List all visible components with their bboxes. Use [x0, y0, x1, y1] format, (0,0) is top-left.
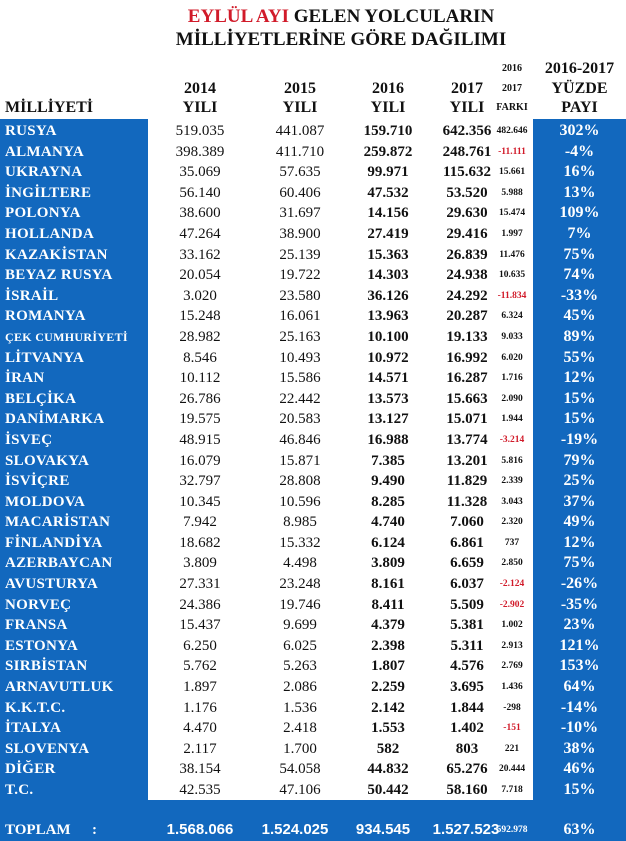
table-row [0, 121, 626, 142]
difference-cell: 5.816 [501, 455, 523, 466]
value-2014-cell: 10.345 [179, 493, 221, 510]
difference-cell: 2.339 [501, 476, 523, 487]
percentage-cell: 79% [563, 451, 596, 469]
nationality-cell: NORVEÇ [5, 596, 72, 613]
value-2014-cell: 16.079 [179, 452, 221, 469]
value-2016-cell: 14.571 [367, 370, 409, 387]
table-row [0, 162, 626, 183]
value-2015-cell: 23.248 [279, 576, 321, 593]
table-row [0, 430, 626, 451]
value-2014-cell: 519.035 [175, 123, 225, 139]
nationality-cell: MACARİSTAN [5, 514, 111, 531]
value-2015-cell: 15.586 [279, 370, 321, 387]
header-pct-line-3: PAYI [561, 99, 598, 116]
value-2017-cell: 5.509 [450, 596, 484, 613]
value-2014-cell: 47.264 [179, 225, 221, 242]
value-2014-cell: 35.069 [179, 164, 221, 181]
header-2017-label: YILI [449, 99, 485, 116]
value-2014-cell: 33.162 [179, 246, 221, 263]
value-2015-cell: 15.871 [279, 452, 321, 469]
value-2017-cell: 20.287 [446, 308, 488, 325]
value-2014-cell: 56.140 [179, 184, 221, 201]
nationality-cell: HOLLANDA [5, 225, 95, 242]
percentage-cell: 75% [563, 554, 596, 572]
value-2014-cell: 19.575 [179, 411, 221, 428]
percentage-cell: 45% [563, 307, 596, 325]
difference-cell: -11.834 [497, 290, 527, 301]
table-row [0, 492, 626, 513]
value-2017-cell: 11.328 [446, 493, 488, 510]
header-2016-year: 2016 [372, 80, 404, 97]
total-label: TOPLAM [5, 822, 71, 838]
nationality-cell: FİNLANDİYA [5, 534, 103, 551]
nationality-table-body [0, 121, 626, 801]
table-row [0, 306, 626, 327]
value-2017-cell: 5.311 [450, 637, 484, 654]
value-2015-cell: 6.025 [283, 637, 317, 654]
value-2016-cell: 13.963 [367, 308, 409, 325]
difference-cell: -2.902 [499, 599, 525, 610]
value-2016-cell: 259.872 [363, 143, 413, 160]
nationality-cell: UKRAYNA [5, 164, 83, 181]
percentage-cell: 16% [563, 163, 596, 181]
difference-cell: -2.124 [499, 579, 525, 590]
difference-cell: 1.436 [501, 682, 523, 693]
value-2014-cell: 3.809 [183, 555, 217, 572]
difference-cell: 2.769 [501, 661, 523, 672]
nationality-cell: İSVEÇ [5, 431, 53, 448]
difference-cell: 9.033 [501, 331, 523, 342]
difference-cell: 15.474 [498, 208, 526, 219]
nationality-cell: MOLDOVA [5, 493, 86, 510]
nationality-cell: AZERBAYCAN [5, 555, 113, 572]
value-2016-cell: 16.988 [367, 431, 409, 448]
nationality-cell: FRANSA [5, 617, 68, 634]
value-2014-cell: 1.176 [183, 699, 217, 716]
value-2015-cell: 441.087 [275, 123, 325, 139]
value-2017-cell: 3.695 [450, 679, 484, 696]
difference-cell: 2.090 [501, 393, 523, 404]
difference-cell: 482.646 [496, 126, 528, 136]
value-2017-cell: 15.663 [446, 390, 488, 407]
percentage-cell: 153% [559, 657, 600, 675]
header-2016-label: YILI [370, 99, 406, 116]
value-2016-cell: 27.419 [367, 225, 409, 242]
value-2014-cell: 18.682 [179, 534, 221, 551]
percentage-cell: 13% [563, 183, 596, 201]
percentage-cell: 64% [563, 678, 596, 696]
value-2015-cell: 16.061 [279, 308, 321, 325]
table-row [0, 451, 626, 472]
nationality-cell: ÇEK CUMHURİYETİ [5, 329, 128, 344]
value-2016-cell: 10.972 [367, 349, 409, 366]
value-2017-cell: 7.060 [450, 514, 484, 531]
nationality-cell: ROMANYA [5, 308, 86, 325]
percentage-cell: 12% [563, 369, 596, 387]
value-2017-cell: 24.292 [446, 287, 488, 304]
value-2014-cell: 5.762 [183, 658, 217, 675]
nationality-cell: ESTONYA [5, 637, 78, 654]
value-2017-cell: 1.402 [450, 720, 484, 737]
table-row [0, 348, 626, 369]
page-title-line-1 [28, 6, 626, 28]
value-2015-cell: 47.106 [279, 782, 321, 798]
table-row [0, 574, 626, 595]
value-2014-cell: 7.942 [183, 514, 217, 531]
value-2015-cell: 57.635 [279, 164, 321, 181]
value-2015-cell: 19.746 [279, 596, 321, 613]
value-2015-cell: 25.163 [279, 328, 321, 345]
nationality-cell: AVUSTURYA [5, 576, 99, 593]
difference-cell: 5.988 [501, 187, 523, 198]
value-2016-cell: 50.442 [367, 782, 409, 798]
value-2016-cell: 1.553 [371, 720, 405, 737]
percentage-cell: -4% [564, 142, 595, 160]
value-2017-cell: 15.071 [446, 411, 488, 428]
title-month: EYLÜL AYI [187, 6, 290, 27]
header-nationality: MİLLİYETİ [5, 99, 94, 116]
value-2014-cell: 38.600 [179, 205, 221, 222]
table-row [0, 409, 626, 430]
header-2015-year: 2015 [284, 80, 316, 97]
difference-cell: 2.850 [501, 558, 523, 569]
value-2015-cell: 28.808 [279, 473, 321, 490]
percentage-cell: 121% [559, 636, 600, 654]
percentage-cell: 109% [559, 204, 600, 222]
nationality-cell: ARNAVUTLUK [5, 679, 114, 696]
percentage-cell: 15% [563, 410, 596, 428]
value-2015-cell: 22.442 [279, 390, 321, 407]
value-2017-cell: 19.133 [446, 328, 488, 345]
nationality-cell: T.C. [5, 782, 34, 798]
difference-cell: 10.635 [498, 270, 526, 281]
percentage-cell: -26% [560, 575, 599, 593]
header-2014-label: YILI [182, 99, 218, 116]
difference-cell: 1.716 [501, 373, 523, 384]
nationality-cell: ALMANYA [5, 143, 85, 160]
percentage-cell: -14% [560, 698, 599, 716]
value-2017-cell: 65.276 [446, 761, 488, 778]
header-diff-line-2: 2017 [502, 83, 522, 94]
value-2015-cell: 5.263 [283, 658, 317, 675]
value-2017-cell: 5.381 [450, 617, 484, 634]
percentage-cell: 49% [563, 513, 596, 531]
total-row [0, 819, 626, 841]
nationality-cell: İRAN [5, 370, 45, 387]
value-2017-cell: 248.761 [442, 143, 492, 160]
nationality-cell: İSRAİL [5, 287, 59, 304]
value-2017-cell: 11.829 [446, 473, 488, 490]
difference-cell: 15.661 [498, 167, 526, 178]
value-2017-cell: 24.938 [446, 267, 488, 284]
header-diff-line-1: 2016 [502, 63, 522, 74]
value-2017-cell: 1.844 [450, 699, 484, 716]
value-2015-cell: 2.086 [283, 679, 317, 696]
value-2017-cell: 115.632 [443, 164, 491, 181]
percentage-cell: 74% [563, 266, 596, 284]
table-row [0, 677, 626, 698]
value-2014-cell: 15.248 [179, 308, 221, 325]
nationality-cell: POLONYA [5, 205, 81, 222]
value-2017-cell: 29.416 [446, 225, 488, 242]
table-row [0, 512, 626, 533]
value-2014-cell: 24.386 [179, 596, 221, 613]
value-2015-cell: 10.596 [279, 493, 321, 510]
difference-cell: 221 [504, 743, 520, 754]
difference-cell: -11.111 [498, 146, 526, 157]
value-2015-cell: 38.900 [279, 225, 321, 242]
total-2016: 934.545 [355, 821, 411, 838]
difference-cell: 1.997 [501, 228, 523, 239]
percentage-cell: 38% [563, 739, 596, 757]
value-2016-cell: 3.809 [371, 555, 405, 572]
difference-cell: 1.002 [501, 620, 523, 631]
value-2017-cell: 16.992 [446, 349, 488, 366]
value-2017-cell: 803 [455, 740, 479, 757]
difference-cell: 6.324 [501, 311, 523, 322]
value-2014-cell: 15.437 [179, 617, 221, 634]
total-2015: 1.524.025 [261, 821, 329, 838]
header-2017-year: 2017 [451, 80, 483, 97]
table-row [0, 615, 626, 636]
nationality-cell: DANİMARKA [5, 411, 105, 428]
nationality-cell: SLOVAKYA [5, 452, 90, 469]
value-2016-cell: 4.379 [371, 617, 405, 634]
table-row [0, 636, 626, 657]
table-row [0, 553, 626, 574]
value-2015-cell: 19.722 [279, 267, 321, 284]
table-row [0, 718, 626, 739]
value-2014-cell: 4.470 [183, 720, 217, 737]
value-2014-cell: 32.797 [179, 473, 221, 490]
value-2014-cell: 2.117 [183, 740, 217, 757]
value-2016-cell: 6.124 [371, 534, 405, 551]
percentage-cell: -10% [560, 719, 599, 737]
value-2014-cell: 1.897 [183, 679, 217, 696]
value-2017-cell: 53.520 [446, 184, 488, 201]
table-row [0, 286, 626, 307]
value-2015-cell: 10.493 [279, 349, 321, 366]
percentage-cell: 37% [563, 492, 596, 510]
value-2017-cell: 26.839 [446, 246, 488, 263]
percentage-cell: 15% [563, 781, 596, 798]
value-2015-cell: 1.700 [283, 740, 317, 757]
value-2016-cell: 14.303 [367, 267, 409, 284]
table-row [0, 142, 626, 163]
value-2016-cell: 1.807 [371, 658, 405, 675]
nationality-cell: LİTVANYA [5, 349, 85, 366]
value-2015-cell: 9.699 [283, 617, 317, 634]
value-2015-cell: 60.406 [279, 184, 321, 201]
difference-cell: 6.020 [501, 352, 523, 363]
value-2014-cell: 38.154 [179, 761, 221, 778]
value-2017-cell: 642.356 [442, 123, 492, 139]
value-2017-cell: 6.659 [450, 555, 484, 572]
difference-cell: -3.214 [499, 434, 525, 445]
value-2017-cell: 16.287 [446, 370, 488, 387]
table-row [0, 595, 626, 616]
value-2015-cell: 25.139 [279, 246, 321, 263]
table-row [0, 245, 626, 266]
value-2016-cell: 99.971 [367, 164, 409, 181]
difference-cell: 11.476 [499, 249, 525, 260]
nationality-cell: SLOVENYA [5, 740, 90, 757]
table-row [0, 203, 626, 224]
value-2015-cell: 15.332 [279, 534, 321, 551]
header-2014-year: 2014 [184, 80, 216, 97]
value-2016-cell: 8.411 [371, 596, 405, 613]
value-2016-cell: 13.127 [367, 411, 409, 428]
value-2016-cell: 10.100 [367, 328, 409, 345]
value-2017-cell: 4.576 [450, 658, 484, 675]
table-row [0, 533, 626, 554]
table-row [0, 759, 626, 780]
table-row [0, 739, 626, 760]
table-row [0, 183, 626, 204]
value-2014-cell: 6.250 [183, 637, 217, 654]
nationality-cell: BEYAZ RUSYA [5, 267, 113, 284]
percentage-cell: -33% [560, 286, 599, 304]
header-diff-line-3: FARKI [496, 102, 528, 113]
value-2016-cell: 8.285 [371, 493, 405, 510]
difference-cell: 3.043 [501, 496, 523, 507]
table-row [0, 368, 626, 389]
value-2016-cell: 2.398 [371, 637, 405, 654]
header-pct-line-1: 2016-2017 [544, 60, 615, 77]
value-2016-cell: 2.259 [371, 679, 405, 696]
total-diff: 592.978 [496, 825, 528, 835]
percentage-cell: -35% [560, 595, 599, 613]
value-2017-cell: 6.037 [450, 576, 484, 593]
nationality-cell: RUSYA [5, 123, 57, 139]
table-row [0, 265, 626, 286]
nationality-cell: DİĞER [5, 761, 56, 778]
percentage-cell: 46% [563, 760, 596, 778]
value-2014-cell: 8.546 [183, 349, 217, 366]
value-2016-cell: 4.740 [371, 514, 405, 531]
difference-cell: 7.718 [501, 785, 523, 795]
total-2017: 1.527.523 [432, 821, 500, 838]
value-2015-cell: 411.710 [275, 143, 325, 160]
percentage-cell: -19% [560, 430, 599, 448]
value-2014-cell: 26.786 [179, 390, 221, 407]
value-2017-cell: 58.160 [446, 782, 488, 798]
value-2014-cell: 48.915 [179, 431, 221, 448]
value-2015-cell: 20.583 [279, 411, 321, 428]
percentage-cell: 23% [563, 616, 596, 634]
value-2016-cell: 36.126 [367, 287, 409, 304]
page-title-line-2: MİLLİYETLERİNE GÖRE DAĞILIMI [175, 29, 507, 50]
value-2014-cell: 10.112 [179, 370, 221, 387]
difference-cell: 20.444 [498, 764, 526, 775]
value-2015-cell: 2.418 [283, 720, 317, 737]
value-2017-cell: 13.201 [446, 452, 488, 469]
nationality-cell: İNGİLTERE [5, 184, 92, 201]
total-2014: 1.568.066 [166, 821, 234, 838]
value-2016-cell: 8.161 [371, 576, 405, 593]
value-2016-cell: 582 [376, 740, 400, 757]
nationality-cell: SIRBİSTAN [5, 658, 88, 675]
header-2015-label: YILI [282, 99, 318, 116]
percentage-cell: 15% [563, 389, 596, 407]
percentage-cell: 12% [563, 533, 596, 551]
table-row [0, 327, 626, 348]
value-2014-cell: 28.982 [179, 328, 221, 345]
value-2016-cell: 2.142 [371, 699, 405, 716]
table-row [0, 698, 626, 719]
nationality-cell: İTALYA [5, 720, 62, 737]
value-2015-cell: 31.697 [279, 205, 321, 222]
difference-cell: 2.320 [501, 517, 523, 528]
table-row [0, 656, 626, 677]
header-pct-line-2: YÜZDE [551, 80, 608, 97]
percentage-cell: 89% [563, 327, 596, 345]
table-row [0, 389, 626, 410]
value-2015-cell: 8.985 [283, 514, 317, 531]
value-2017-cell: 29.630 [446, 205, 488, 222]
value-2014-cell: 20.054 [179, 267, 221, 284]
value-2015-cell: 1.536 [283, 699, 317, 716]
value-2015-cell: 4.498 [283, 555, 317, 572]
difference-cell: 737 [504, 537, 520, 548]
difference-cell: 1.944 [501, 414, 523, 425]
difference-cell: -151 [503, 723, 521, 734]
value-2015-cell: 54.058 [279, 761, 321, 778]
nationality-cell: İSVİÇRE [5, 473, 70, 490]
value-2016-cell: 15.363 [367, 246, 409, 263]
nationality-cell: K.K.T.C. [5, 699, 66, 716]
value-2014-cell: 27.331 [179, 576, 221, 593]
difference-cell: 2.913 [501, 640, 523, 651]
value-2014-cell: 3.020 [183, 287, 217, 304]
percentage-cell: 55% [563, 348, 596, 366]
value-2016-cell: 159.710 [363, 123, 413, 139]
table-row [0, 471, 626, 492]
percentage-cell: 7% [567, 224, 592, 242]
value-2016-cell: 13.573 [367, 390, 409, 407]
table-row [0, 224, 626, 245]
value-2016-cell: 47.532 [367, 184, 409, 201]
difference-cell: -298 [503, 702, 521, 713]
percentage-cell: 25% [563, 472, 596, 490]
value-2017-cell: 13.774 [446, 431, 488, 448]
nationality-cell: KAZAKİSTAN [5, 246, 108, 263]
value-2015-cell: 23.580 [279, 287, 321, 304]
value-2014-cell: 42.535 [179, 782, 221, 798]
total-percentage: 63% [563, 821, 596, 838]
title-subject: GELEN YOLCULARIN [293, 6, 495, 27]
value-2014-cell: 398.389 [175, 143, 225, 160]
total-colon: : [92, 822, 97, 838]
percentage-cell: 302% [559, 122, 600, 139]
percentage-cell: 75% [563, 245, 596, 263]
value-2015-cell: 46.846 [279, 431, 321, 448]
value-2016-cell: 7.385 [371, 452, 405, 469]
table-row [0, 780, 626, 801]
value-2016-cell: 9.490 [371, 473, 405, 490]
value-2016-cell: 44.832 [367, 761, 409, 778]
value-2016-cell: 14.156 [367, 205, 409, 222]
value-2017-cell: 6.861 [450, 534, 484, 551]
nationality-cell: BELÇİKA [5, 390, 77, 407]
